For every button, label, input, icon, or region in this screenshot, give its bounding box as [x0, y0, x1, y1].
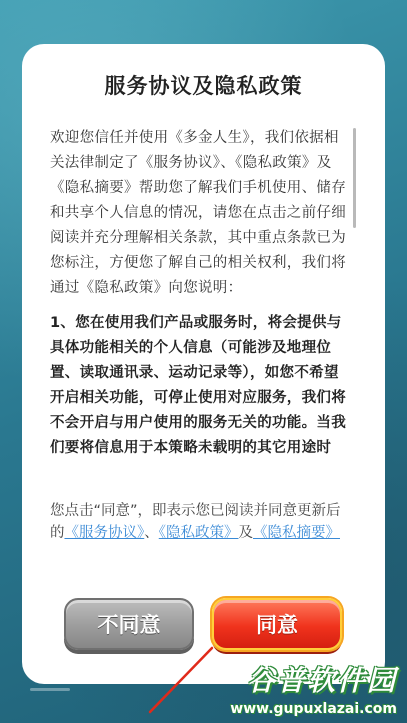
- agreement-scroll-area[interactable]: [50, 126, 352, 512]
- consent-separator: 、: [144, 525, 159, 541]
- intro-text: 欢迎您信任并使用《多金人生》，我们依据相关法律制定了《服务协议》、《隐私政策》及《隐私摘要》帮助您了解我们手机使用、储存和共享个人信息的情况，请您在点击之前仔细阅读并充分理解相关条款，其中重点条款已为您标注，方便您了解自己的相关权利，我们将通过《隐私政策》向您说明：: [50, 130, 346, 296]
- privacy-summary-link[interactable]: 《隐私摘要》: [253, 525, 340, 541]
- scrollbar-thumb[interactable]: [353, 128, 356, 228]
- watermark-url: www.gupuxlazai.com: [230, 701, 397, 717]
- watermark-logo: 谷普软件园: [246, 664, 397, 697]
- dialog-title: 服务协议及隐私政策: [104, 74, 303, 98]
- privacy-policy-link[interactable]: 《隐私政策》: [158, 525, 239, 541]
- clause-1-text: 1、您在使用我们产品或服务时，将会提供与具体功能相关的个人信息（可能涉及地理位置、读取通讯录、运动记录等），如您不希望开启相关功能，可停止使用对应服务，我们将不会开启与用户使用的服务无关的功能。当我们要将信息用于本策略未载明的其它用途时: [50, 315, 346, 456]
- privacy-dialog: [22, 44, 385, 684]
- consent-prefix: 您点击“同意”，即表示您已阅读并同意更新后的: [50, 503, 341, 541]
- disagree-button[interactable]: 不同意: [64, 598, 194, 650]
- agree-button[interactable]: 同意: [212, 598, 342, 650]
- nav-indicator: [30, 688, 70, 691]
- service-agreement-link[interactable]: 《服务协议》: [64, 525, 145, 541]
- consent-text: [50, 500, 352, 544]
- consent-separator: 及: [238, 525, 253, 541]
